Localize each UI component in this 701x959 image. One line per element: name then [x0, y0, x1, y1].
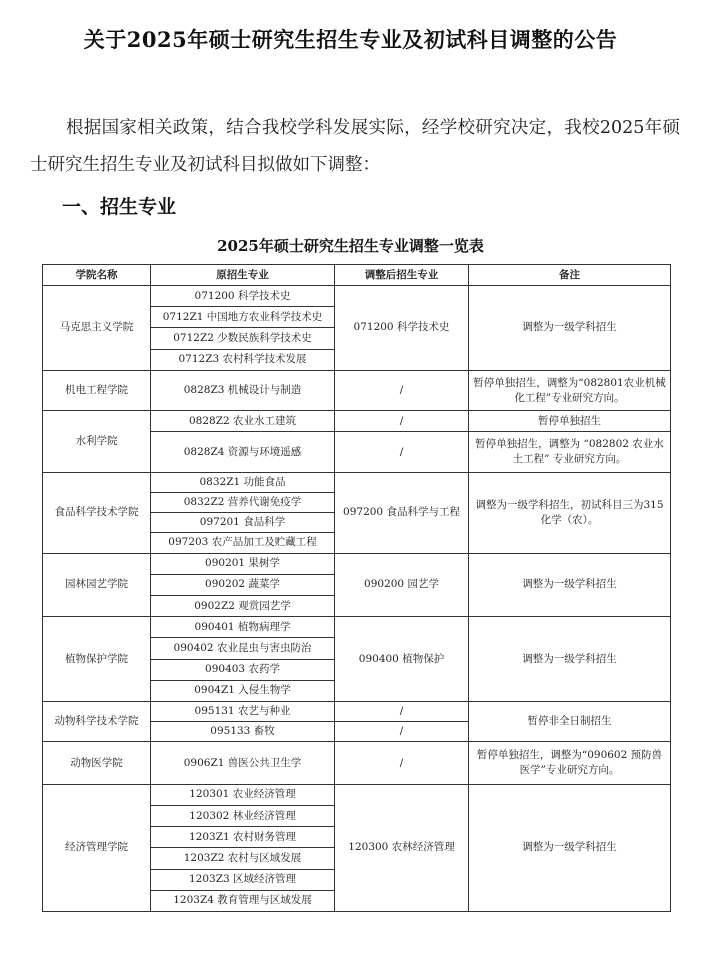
section-heading-enrollment: 一、招生专业: [62, 196, 177, 218]
original-major-cell: 0712Z2 少数民族科学技术史: [151, 328, 335, 349]
header-college: 学院名称: [43, 265, 151, 286]
original-major-cell: 0828Z3 机械设计与制造: [151, 370, 335, 410]
note-cell: 暂停单独招生，调整为“090602 预防兽医学”专业研究方向。: [469, 742, 671, 784]
note-cell: 调整为一级学科招生: [469, 617, 671, 702]
original-major-cell: 0828Z2 农业水工建筑: [151, 411, 335, 432]
original-major-cell: 0832Z2 营养代谢免疫学: [151, 492, 335, 512]
table-row: [43, 742, 671, 784]
note-cell: 调整为一级学科招生: [469, 784, 671, 911]
college-cell: 马克思主义学院: [43, 286, 151, 371]
table-row: [43, 370, 671, 410]
note-cell: 调整为一级学科招生: [469, 553, 671, 617]
table-row: [43, 617, 671, 638]
original-major-cell: 0906Z1 兽医公共卫生学: [151, 742, 335, 784]
original-major-cell: 120302 林业经济管理: [151, 805, 335, 826]
note-cell: 暂停非全日制招生: [469, 701, 671, 741]
adjusted-major-cell: /: [335, 722, 469, 742]
original-major-cell: 097203 农产品加工及贮藏工程: [151, 533, 335, 553]
adjusted-major-cell: 120300 农林经济管理: [335, 784, 469, 911]
college-cell: 机电工程学院: [43, 370, 151, 410]
header-adjusted-major: 调整后招生专业: [335, 265, 469, 286]
table-row: [43, 784, 671, 805]
adjusted-major-cell: 097200 食品科学与工程: [335, 472, 469, 553]
table-title: 2025年硕士研究生招生专业调整一览表: [217, 237, 484, 255]
original-major-cell: 0712Z1 中国地方农业科学技术史: [151, 307, 335, 328]
original-major-cell: 0712Z3 农村科学技术发展: [151, 349, 335, 370]
table-row: [43, 411, 671, 432]
header-note: 备注: [469, 265, 671, 286]
announcement-title: 关于2025年硕士研究生招生专业及初试科目调整的公告: [83, 27, 618, 52]
original-major-cell: 0904Z1 入侵生物学: [151, 680, 335, 701]
adjusted-major-cell: 090400 植物保护: [335, 617, 469, 702]
note-cell: 暂停单独招生，调整为 “082802 农业水土工程” 专业研究方向。: [469, 432, 671, 472]
adjusted-major-cell: /: [335, 432, 469, 472]
original-major-cell: 095133 畜牧: [151, 722, 335, 742]
original-major-cell: 090402 农业昆虫与害虫防治: [151, 638, 335, 659]
adjusted-major-cell: 090200 园艺学: [335, 553, 469, 617]
adjusted-major-cell: 071200 科学技术史: [335, 286, 469, 371]
adjusted-major-cell: /: [335, 411, 469, 432]
original-major-cell: 0902Z2 观赏园艺学: [151, 595, 335, 616]
table-row: [43, 701, 671, 721]
note-cell: 调整为一级学科招生: [469, 286, 671, 371]
college-cell: 动物医学院: [43, 742, 151, 784]
college-cell: 经济管理学院: [43, 784, 151, 911]
original-major-cell: 1203Z3 区域经济管理: [151, 869, 335, 890]
original-major-cell: 120301 农业经济管理: [151, 784, 335, 805]
note-cell: 暂停单独招生: [469, 411, 671, 432]
original-major-cell: 0832Z1 功能食品: [151, 472, 335, 492]
original-major-cell: 090401 植物病理学: [151, 617, 335, 638]
college-cell: 园林园艺学院: [43, 553, 151, 617]
table-row: [43, 553, 671, 574]
college-cell: 食品科学技术学院: [43, 472, 151, 553]
original-major-cell: 095131 农艺与种业: [151, 701, 335, 721]
original-major-cell: 1203Z1 农村财务管理: [151, 827, 335, 848]
college-cell: 动物科学技术学院: [43, 701, 151, 741]
original-major-cell: 090202 蔬菜学: [151, 574, 335, 595]
intro-paragraph: 根据国家相关政策，结合我校学科发展实际，经学校研究决定，我校2025年硕士研究生招生专业及初试科目拟做如下调整：: [30, 118, 680, 175]
original-major-cell: 090201 果树学: [151, 553, 335, 574]
college-cell: 水利学院: [43, 411, 151, 473]
table-row: [43, 286, 671, 307]
major-adjustment-table: [42, 264, 671, 912]
original-major-cell: 097201 食品科学: [151, 513, 335, 533]
college-cell: 植物保护学院: [43, 617, 151, 702]
original-major-cell: 1203Z2 农村与区域发展: [151, 848, 335, 869]
adjusted-major-cell: /: [335, 370, 469, 410]
adjusted-major-cell: /: [335, 742, 469, 784]
original-major-cell: 0828Z4 资源与环境遥感: [151, 432, 335, 472]
adjusted-major-cell: /: [335, 701, 469, 721]
note-cell: 暂停单独招生，调整为“082801农业机械化工程”专业研究方向。: [469, 370, 671, 410]
original-major-cell: 090403 农药学: [151, 659, 335, 680]
header-original-major: 原招生专业: [151, 265, 335, 286]
original-major-cell: 071200 科学技术史: [151, 286, 335, 307]
table-header-row: [43, 265, 671, 286]
note-cell: 调整为一级学科招生，初试科目三为315 化学（农）。: [469, 472, 671, 553]
original-major-cell: 1203Z4 教育管理与区域发展: [151, 890, 335, 911]
table-row: [43, 472, 671, 492]
